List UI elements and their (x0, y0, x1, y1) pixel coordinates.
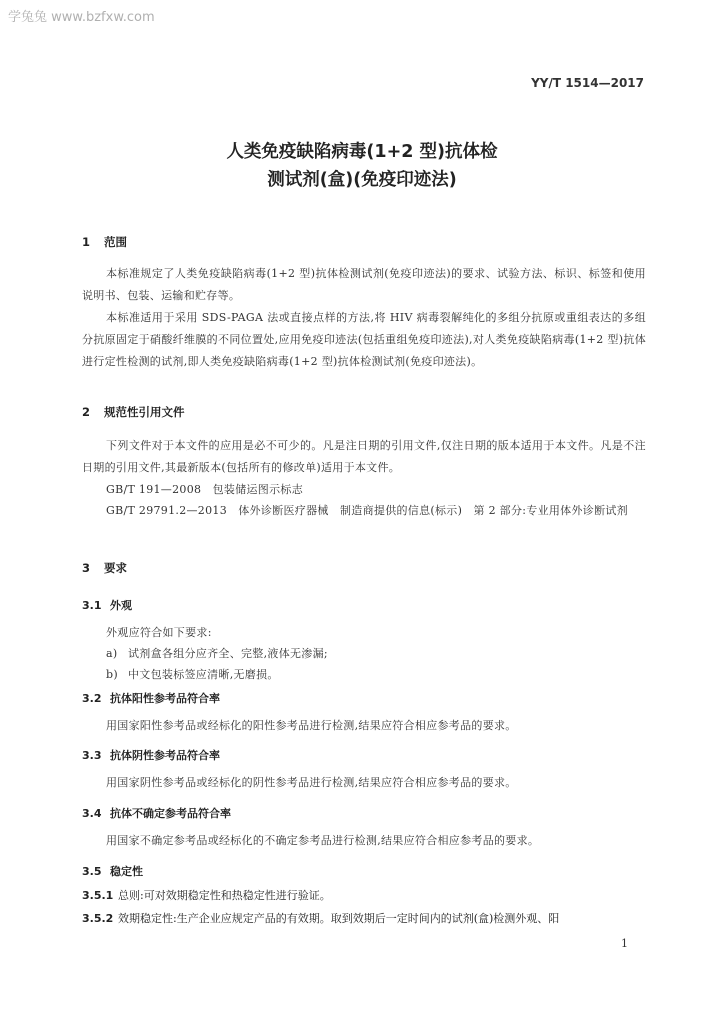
subsection-number: 3.4 (82, 807, 102, 820)
clause-number: 3.5.2 (82, 912, 114, 925)
subsection-number: 3.3 (82, 749, 102, 762)
section-number: 3 (82, 561, 91, 575)
list-item (106, 664, 646, 686)
list-marker: b) (106, 668, 118, 681)
section-3-heading (82, 560, 127, 576)
clause-text: 总则:可对效期稳定性和热稳定性进行验证。 (118, 889, 331, 902)
normative-reference-1: GB/T 191—2008 包装储运图示标志 (106, 483, 303, 496)
watermark: 学兔兔 www.bzfxw.com (8, 10, 155, 25)
section-3-2-text: 用国家阳性参考品或经标化的阳性参考品进行检测,结果应符合相应参考品的要求。 (106, 719, 517, 732)
subsection-title: 外观 (110, 599, 132, 612)
subsection-title: 抗体不确定参考品符合率 (110, 807, 231, 820)
normative-reference-2: GB/T 29791.2—2013 体外诊断医疗器械 制造商提供的信息(标示) 第 2 部分:专业用体外诊断试剂 (106, 504, 628, 517)
section-3-5-1 (82, 884, 648, 908)
list-item-text: 中文包装标签应清晰,无磨损。 (128, 668, 279, 681)
subsection-number: 3.2 (82, 692, 102, 705)
section-1-paragraph-2: 本标准适用于采用 SDS-PAGA 法或直接点样的方法,将 HIV 病毒裂解纯化的多组分抗原或重组表达的多组分抗原固定于硝酸纤维膜的不同位置处,应用免疫印迹法(包括重组免疫印迹法),对人类免疫缺陷病毒(1+2 型)抗体进行定性检测的试剂,即人类免疫缺陷病毒(1+2 型)抗体检测试剂(免疫印迹法)。 (82, 311, 646, 368)
section-3-1-intro: 外观应符合如下要求: (106, 626, 212, 639)
subsection-title: 抗体阴性参考品符合率 (110, 749, 220, 762)
section-3-5-2 (82, 907, 648, 931)
section-2-heading (82, 404, 185, 420)
subsection-title: 稳定性 (110, 865, 143, 878)
list-item-text: 试剂盒各组分应齐全、完整,液体无渗漏; (128, 647, 328, 660)
title-line-2: 测试剂(盒)(免疫印迹法) (267, 170, 457, 190)
section-3-1-heading (82, 597, 132, 613)
section-3-3-heading (82, 747, 220, 763)
document-title (0, 138, 724, 194)
section-3-4-text: 用国家不确定参考品或经标化的不确定参考品进行检测,结果应符合相应参考品的要求。 (106, 834, 540, 847)
section-3-3-text: 用国家阴性参考品或经标化的阴性参考品进行检测,结果应符合相应参考品的要求。 (106, 776, 517, 789)
section-title: 范围 (104, 235, 127, 249)
section-3-4-heading (82, 805, 231, 821)
title-line-1: 人类免疫缺陷病毒(1+2 型)抗体检 (226, 142, 498, 162)
subsection-number: 3.5 (82, 865, 102, 878)
page-number: 1 (621, 937, 628, 950)
subsection-number: 3.1 (82, 599, 102, 612)
section-title: 规范性引用文件 (104, 405, 185, 419)
section-3-5-heading (82, 863, 143, 879)
section-number: 1 (82, 235, 91, 249)
section-2-paragraph-1: 下列文件对于本文件的应用是必不可少的。凡是注日期的引用文件,仅注日期的版本适用于本文件。凡是不注日期的引用文件,其最新版本(包括所有的修改单)适用于本文件。 (82, 439, 646, 474)
section-1-heading (82, 234, 127, 250)
subsection-title: 抗体阳性参考品符合率 (110, 692, 220, 705)
document-code: YY/T 1514—2017 (531, 76, 644, 90)
clause-text: 效期稳定性:生产企业应规定产品的有效期。取到效期后一定时间内的试剂(盒)检测外观、阳 (118, 912, 560, 925)
section-title: 要求 (104, 561, 127, 575)
list-item (106, 643, 646, 665)
section-1-paragraph-1: 本标准规定了人类免疫缺陷病毒(1+2 型)抗体检测试剂(免疫印迹法)的要求、试验方法、标识、标签和使用说明书、包装、运输和贮存等。 (82, 267, 646, 302)
section-number: 2 (82, 405, 91, 419)
clause-number: 3.5.1 (82, 889, 114, 902)
list-marker: a) (106, 647, 118, 660)
section-3-2-heading (82, 690, 220, 706)
